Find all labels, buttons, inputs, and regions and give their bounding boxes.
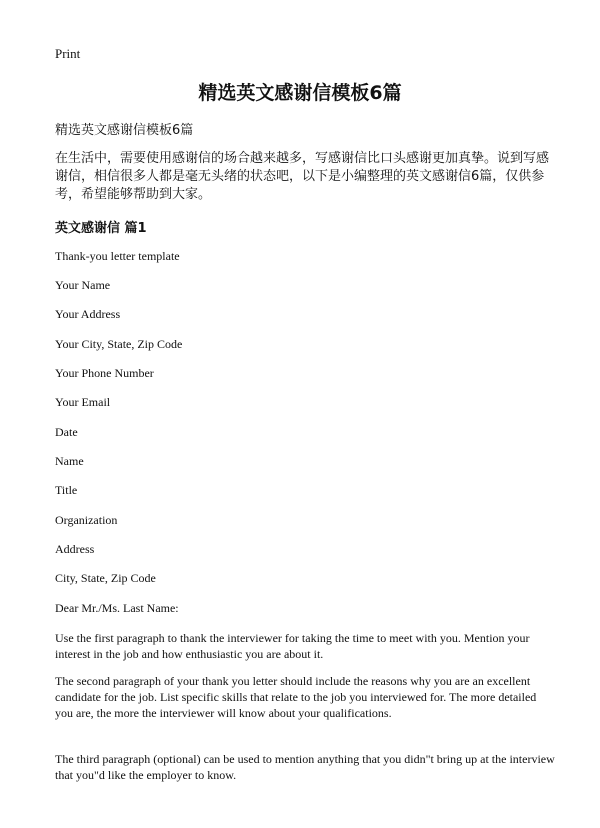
letter-line: Your Email — [55, 395, 111, 409]
letter-line: Your City, State, Zip Code — [55, 337, 183, 351]
letter-line: Your Name — [55, 278, 111, 292]
body-paragraph-3: The third paragraph (optional) can be used to mention anything that you didn"t bring up at the interview that you"d like the employer to know. — [55, 752, 555, 782]
page-title: 精选英文感谢信模板6篇 — [198, 82, 402, 104]
letter-line: Your Address — [55, 307, 121, 321]
body-paragraph-2: The second paragraph of your thank you letter should include the reasons why you are an excellent candidate for the job. List specific skills that relate to the job you interviewed for. The more detailed you are, the more the interviewer will know about your qualifications. — [55, 674, 537, 720]
letter-line: Your Phone Number — [55, 366, 154, 380]
print-link[interactable]: Print — [55, 46, 81, 61]
letter-line: Organization — [55, 513, 118, 527]
salutation: Dear Mr./Ms. Last Name: — [55, 601, 179, 615]
article-subtitle: 精选英文感谢信模板6篇 — [55, 123, 194, 138]
letter-line: Date — [55, 425, 78, 439]
letter-line: Name — [55, 454, 84, 468]
letter-line: City, State, Zip Code — [55, 571, 156, 585]
letter-line: Title — [55, 483, 78, 497]
letter-line: Thank-you letter template — [55, 249, 180, 263]
body-paragraph-1: Use the first paragraph to thank the interviewer for taking the time to meet with you. Mention your interest in the job and how enthusiastic you are about it. — [55, 631, 530, 661]
letter-line: Address — [55, 542, 95, 556]
intro-paragraph: 在生活中，需要使用感谢信的场合越来越多，写感谢信比口头感谢更加真挚。说到写感谢信，相信很多人都是毫无头绪的状态吧，以下是小编整理的英文感谢信6篇，仅供参考，希望能够帮助到大家。 — [55, 151, 550, 202]
section-heading: 英文感谢信 篇1 — [55, 221, 147, 236]
